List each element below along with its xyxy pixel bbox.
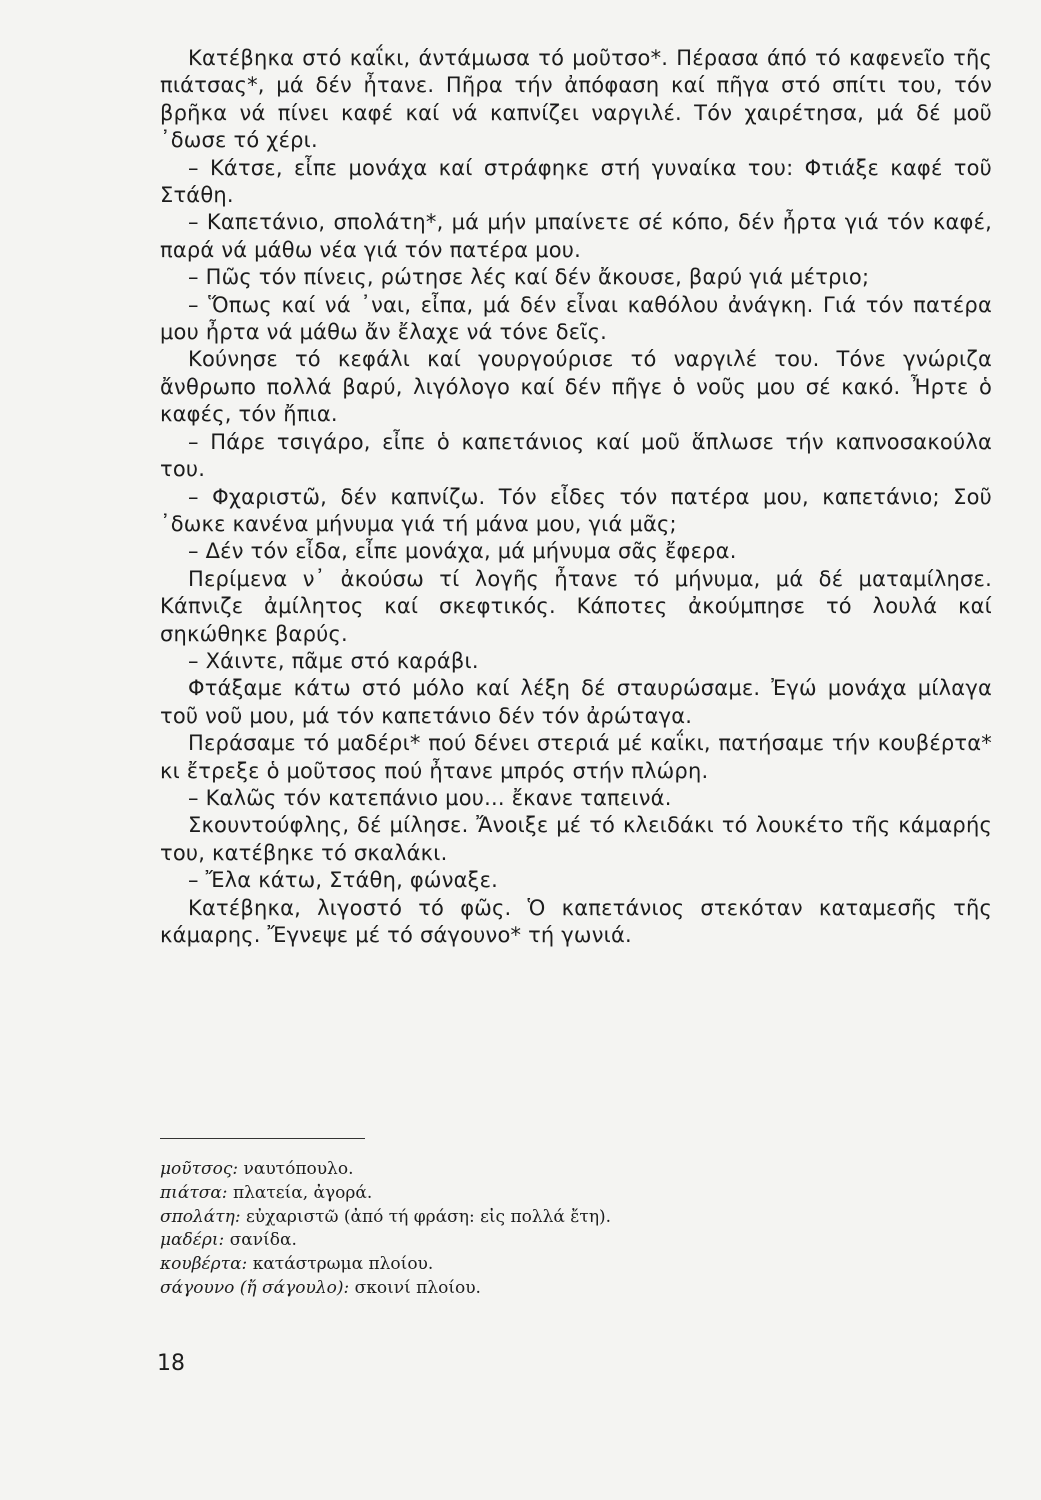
paragraph: Περάσαμε τό μαδέρι* πού δένει στεριά μέ καΐκι, πατήσαμε τήν κουβέρτα* κι ἔτρεξε ὁ μοῦτσος πού ἦτανε μπρός στήν πλώρη. — [160, 731, 992, 783]
footnote-definition: σανίδα. — [229, 1230, 297, 1251]
paragraph: – Δέν τόν εἶδα, εἶπε μονάχα, μά μήνυμα σᾶς ἔφερα. — [188, 539, 737, 564]
paragraph: Κούνησε τό κεφάλι καί γουργούρισε τό ναργιλέ του. Τόνε γνώριζα ἄνθρωπο πολλά βαρύ, λιγόλογο καί δέν πῆγε ὁ νοῦς μου σέ κακό. Ἦρτε ὁ καφές, τόν ἤπια. — [160, 347, 992, 427]
footnote-term: σπολάτη: — [160, 1206, 241, 1227]
paragraph: – Καλῶς τόν κατεπάνιο μου... ἔκανε ταπεινά. — [188, 785, 672, 810]
paragraph: – Φχαριστῶ, δέν καπνίζω. Τόν εἶδες τόν πατέρα μου, καπετάνιο; Σοῦ ᾽δωκε κανένα μήνυμα γιά τή μάνα μου, γιά μᾶς; — [160, 484, 992, 536]
page-number: 18 — [157, 1351, 185, 1376]
footnote-term: κουβέρτα: — [160, 1254, 248, 1275]
footnote — [160, 1229, 760, 1253]
footnote-term: μοῦτσος: — [160, 1159, 239, 1179]
footnotes — [160, 1158, 760, 1301]
footnote-term: μαδέρι: — [160, 1230, 225, 1251]
footnote — [160, 1158, 760, 1182]
paragraph: Φτάξαμε κάτω στό μόλο καί λέξη δέ σταυρώσαμε. Ἐγώ μονάχα μίλαγα τοῦ νοῦ μου, μά τόν καπετάνιο δέν τόν ἀρώταγα. — [160, 676, 992, 728]
paragraph: Περίμενα ν᾽ ἀκούσω τί λογῆς ἦτανε τό μήνυμα, μά δέ ματαμίλησε. Κάπνιζε ἀμίλητος καί σκεφτικός. Κάποτες ἀκούμπησε τό λουλά καί σηκώθηκε βαρύς. — [160, 566, 992, 646]
paragraph: – Καπετάνιο, σπολάτη*, μά μήν μπαίνετε σέ κόπο, δέν ἦρτα γιά τόν καφέ, παρά νά μάθω νέα γιά τόν πατέρα μου. — [160, 210, 992, 262]
footnote-definition: εὐχαριστῶ (ἀπό τή φράση: εἰς πολλά ἔτη). — [246, 1206, 612, 1227]
footnote-definition: κατάστρωμα πλοίου. — [252, 1254, 434, 1275]
paragraph: – Κάτσε, εἶπε μονάχα καί στράφηκε στή γυναίκα του: Φτιάξε καφέ τοῦ Στάθη. — [160, 155, 992, 208]
paragraph: Κατέβηκα, λιγοστό τό φῶς. Ὁ καπετάνιος στεκόταν καταμεσῆς τῆς κάμαρης. Ἔγνεψε μέ τό σάγουνο* τή γωνιά. — [160, 895, 992, 947]
footnote-definition: πλατεία, ἀγορά. — [232, 1182, 373, 1203]
footnote-definition: σκοινί πλοίου. — [354, 1277, 481, 1298]
footnote — [160, 1253, 760, 1277]
paragraph: – Πῶς τόν πίνεις, ρώτησε λές καί δέν ἄκουσε, βαρύ γιά μέτριο; — [188, 265, 870, 290]
paragraph: Σκουντούφλης, δέ μίλησε. Ἄνοιξε μέ τό κλειδάκι τό λουκέτο τῆς κάμαρής του, κατέβηκε τό σκαλάκι. — [160, 813, 992, 865]
footnote — [160, 1206, 760, 1230]
paragraph: Κατέβηκα στό καΐκι, άντάμωσα τό μοῦτσο*. Πέρασα άπό τό καφενεῖο τῆς πιάτσας*, μά δέν ἦτανε. Πῆρα τήν ἀπόφαση καί πῆγα στό σπίτι του, τόν βρῆκα νά πίνει καφέ καί νά καπνίζει ναργιλέ. Τόν χαιρέτησα, μά δέ μοῦ ᾽δωσε τό χέρι. — [160, 46, 992, 153]
body-text — [160, 45, 992, 949]
footnote — [160, 1182, 760, 1206]
paragraph: – Χάιντε, πᾶμε στό καράβι. — [188, 648, 479, 673]
footnote — [160, 1277, 760, 1301]
paragraph: – Ὅπως καί νά ᾽ναι, εἶπα, μά δέν εἶναι καθόλου ἀνάγκη. Γιά τόν πατέρα μου ἦρτα νά μάθω ἄν ἔλαχε νά τόνε δεῖς. — [160, 292, 992, 345]
footnote-term: πιάτσα: — [160, 1182, 228, 1203]
paragraph: – Ἔλα κάτω, Στάθη, φώναξε. — [188, 868, 498, 893]
footnote-definition: ναυτόπουλο. — [243, 1159, 354, 1179]
footnote-separator — [160, 1138, 365, 1139]
footnote-term: σάγουνο (ἤ σάγουλο): — [160, 1277, 350, 1298]
paragraph: – Πάρε τσιγάρο, εἶπε ὁ καπετάνιος καί μοῦ ἅπλωσε τήν καπνοσακούλα του. — [160, 429, 992, 482]
